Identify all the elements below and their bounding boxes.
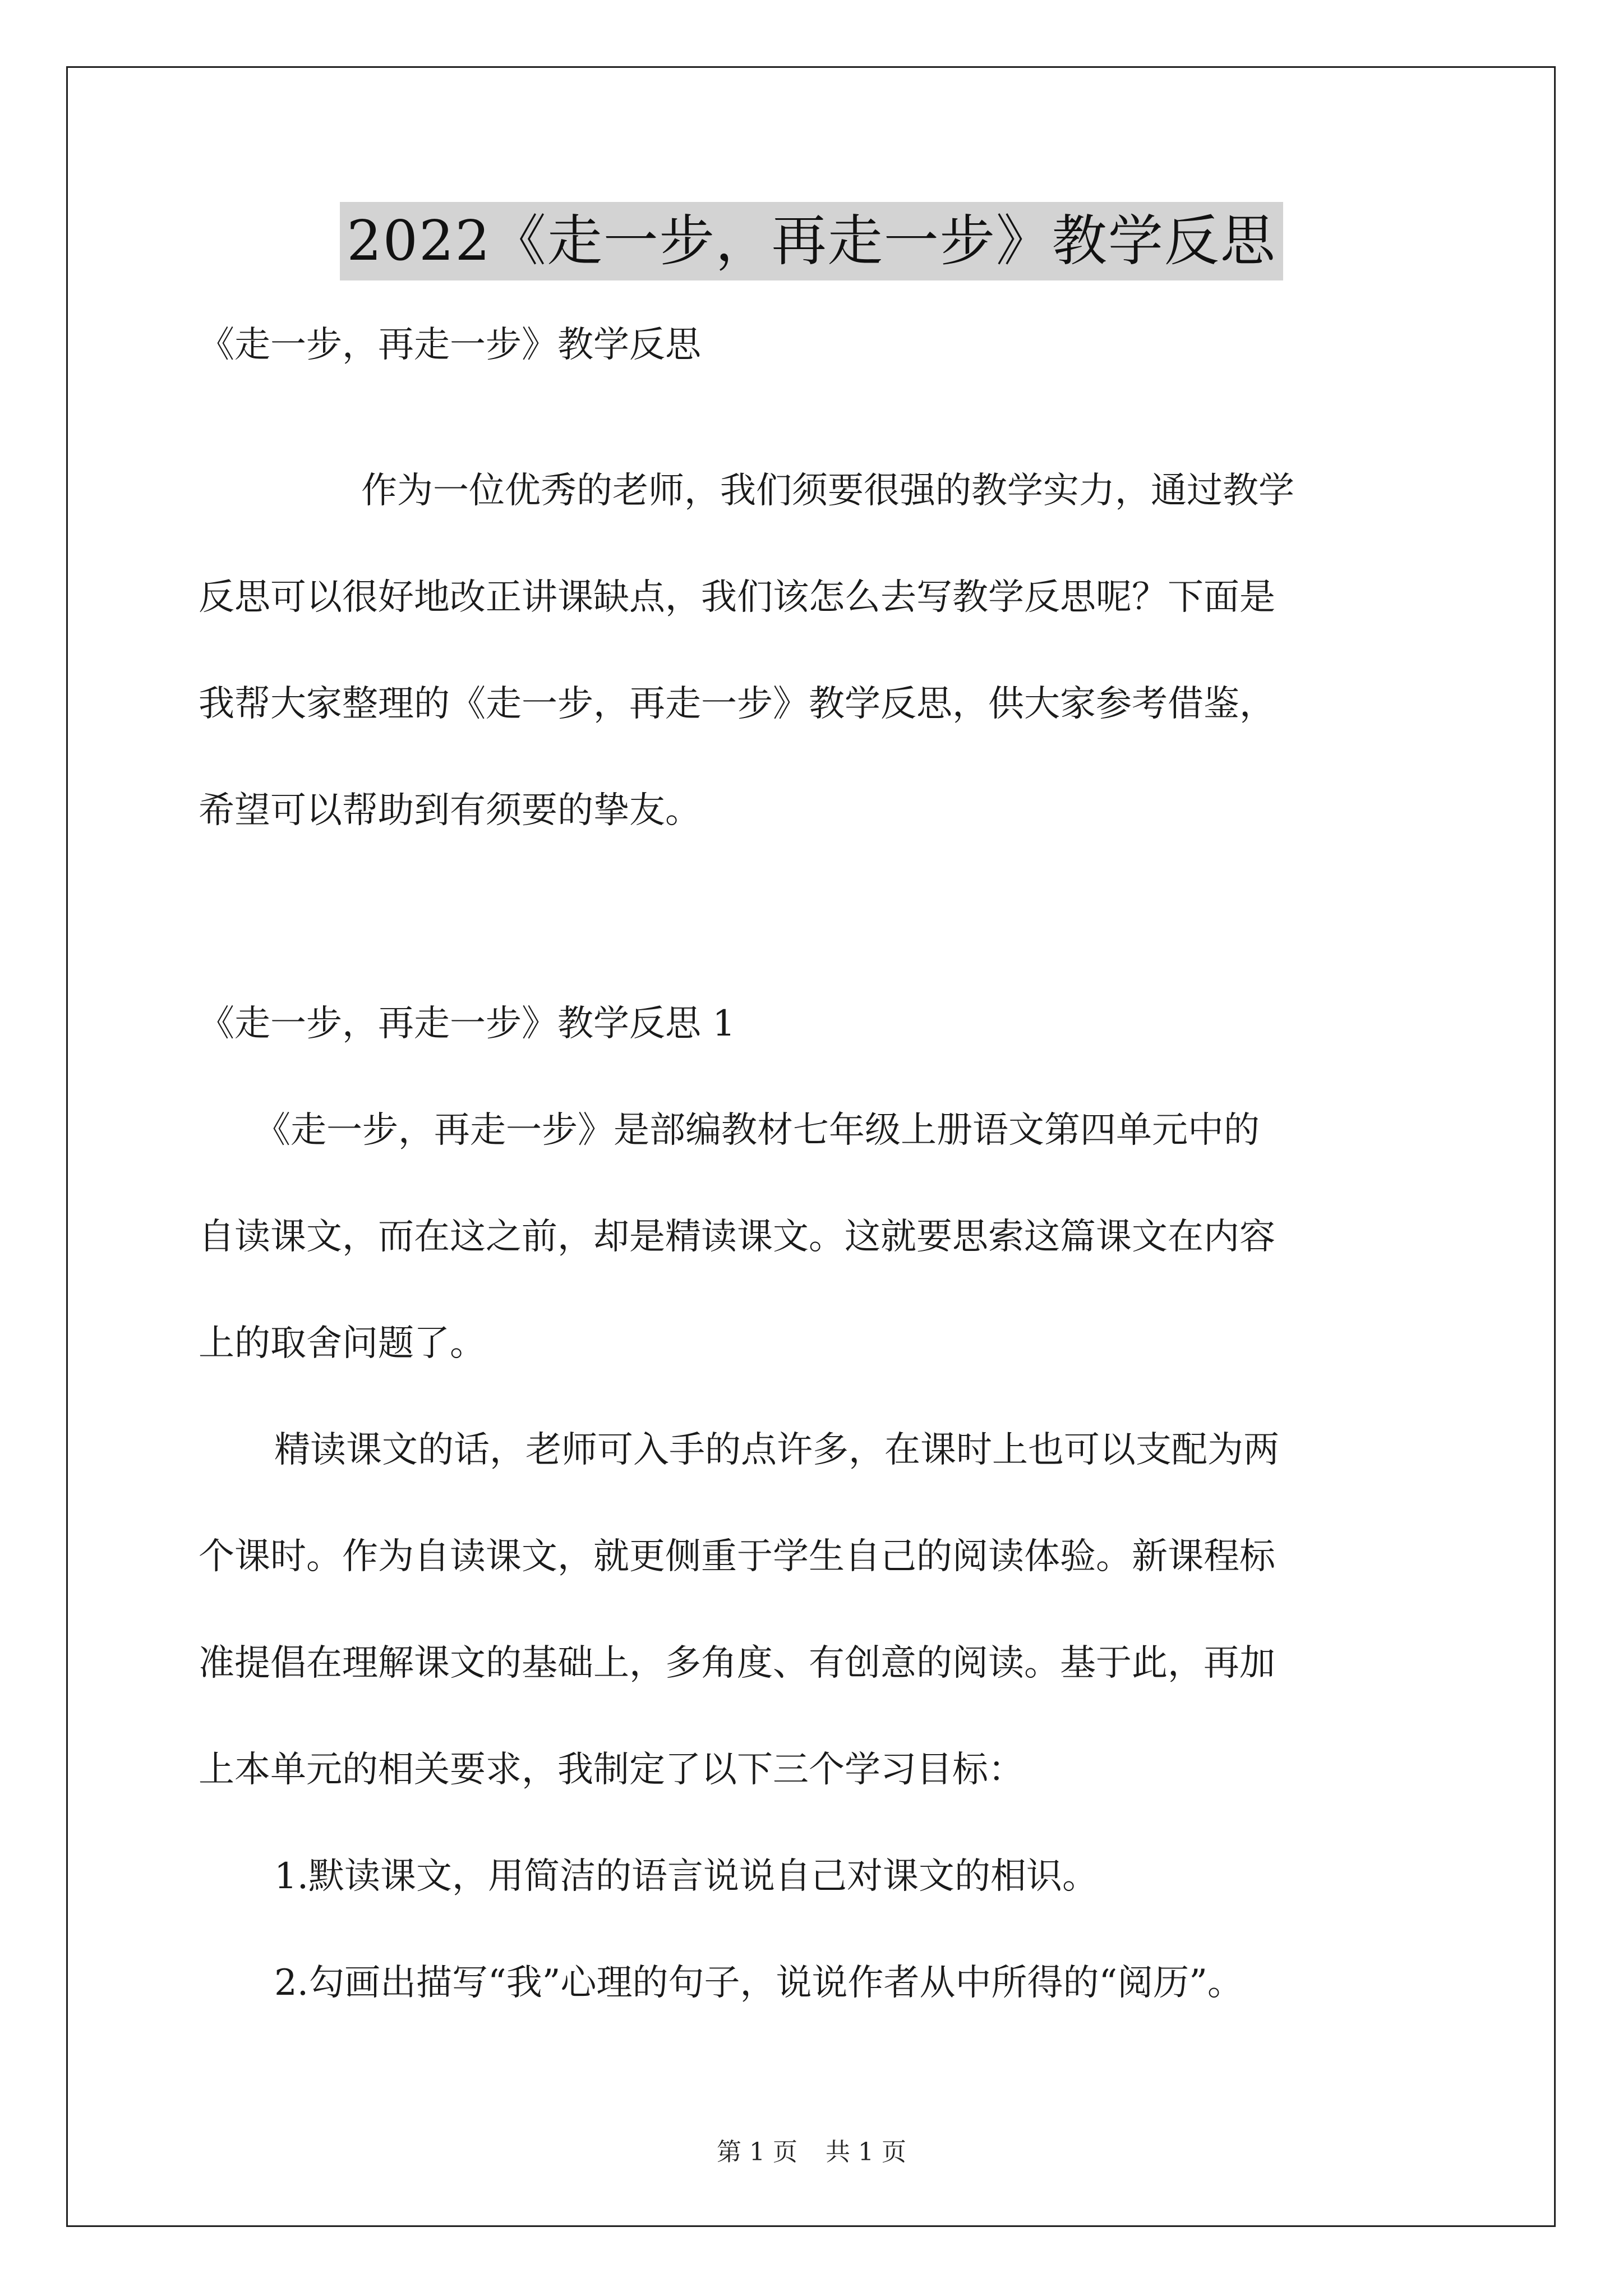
paragraph-line: 《走一步，再走一步》是部编教材七年级上册语文第四单元中的 bbox=[255, 1110, 1260, 1151]
paragraph-1 bbox=[199, 1077, 1430, 1397]
page-footer bbox=[0, 2132, 1623, 2168]
paragraph-line: 个课时。作为自读课文，就更侧重于学生自己的阅读体验。新课程标 bbox=[199, 1536, 1275, 1577]
intro-line: 我帮大家整理的《走一步，再走一步》教学反思，供大家参考借鉴， bbox=[199, 683, 1275, 725]
paragraph-line: 上本单元的相关要求，我制定了以下三个学习目标： bbox=[199, 1749, 1024, 1791]
goal-item: 2.勾画出描写“我”心理的句子，说说作者从中所得的“阅历”。 bbox=[274, 1962, 1243, 2004]
page-number: 第 1 页 bbox=[717, 2138, 797, 2166]
document-subtitle: 《走一步，再走一步》教学反思 bbox=[199, 324, 701, 366]
paragraph-line: 自读课文，而在这之前，却是精读课文。这就要思索这篇课文在内容 bbox=[199, 1216, 1275, 1258]
goals-list bbox=[199, 1823, 1430, 2036]
intro-line: 反思可以很好地改正讲课缺点，我们该怎么去写教学反思呢？下面是 bbox=[199, 577, 1275, 618]
paragraph-line: 准提倡在理解课文的基础上，多角度、有创意的阅读。基于此，再加 bbox=[199, 1642, 1275, 1684]
paragraph-line: 精读课文的话，老师可入手的点许多，在课时上也可以支配为两 bbox=[274, 1429, 1279, 1471]
page-total: 共 1 页 bbox=[826, 2138, 906, 2166]
paragraph-2 bbox=[199, 1397, 1430, 1823]
goal-item: 1.默读课文，用简洁的语言说说自己对课文的相识。 bbox=[274, 1856, 1099, 1897]
document-title: 2022《走一步，再走一步》教学反思 bbox=[340, 202, 1283, 280]
section-heading: 《走一步，再走一步》教学反思 1 bbox=[199, 1003, 736, 1045]
intro-paragraph bbox=[199, 438, 1430, 864]
intro-line: 作为一位优秀的老师，我们须要很强的教学实力，通过教学 bbox=[361, 470, 1294, 512]
title-container bbox=[0, 202, 1623, 280]
intro-line: 希望可以帮助到有须要的挚友。 bbox=[199, 790, 701, 831]
paragraph-line: 上的取舍问题了。 bbox=[199, 1323, 486, 1364]
